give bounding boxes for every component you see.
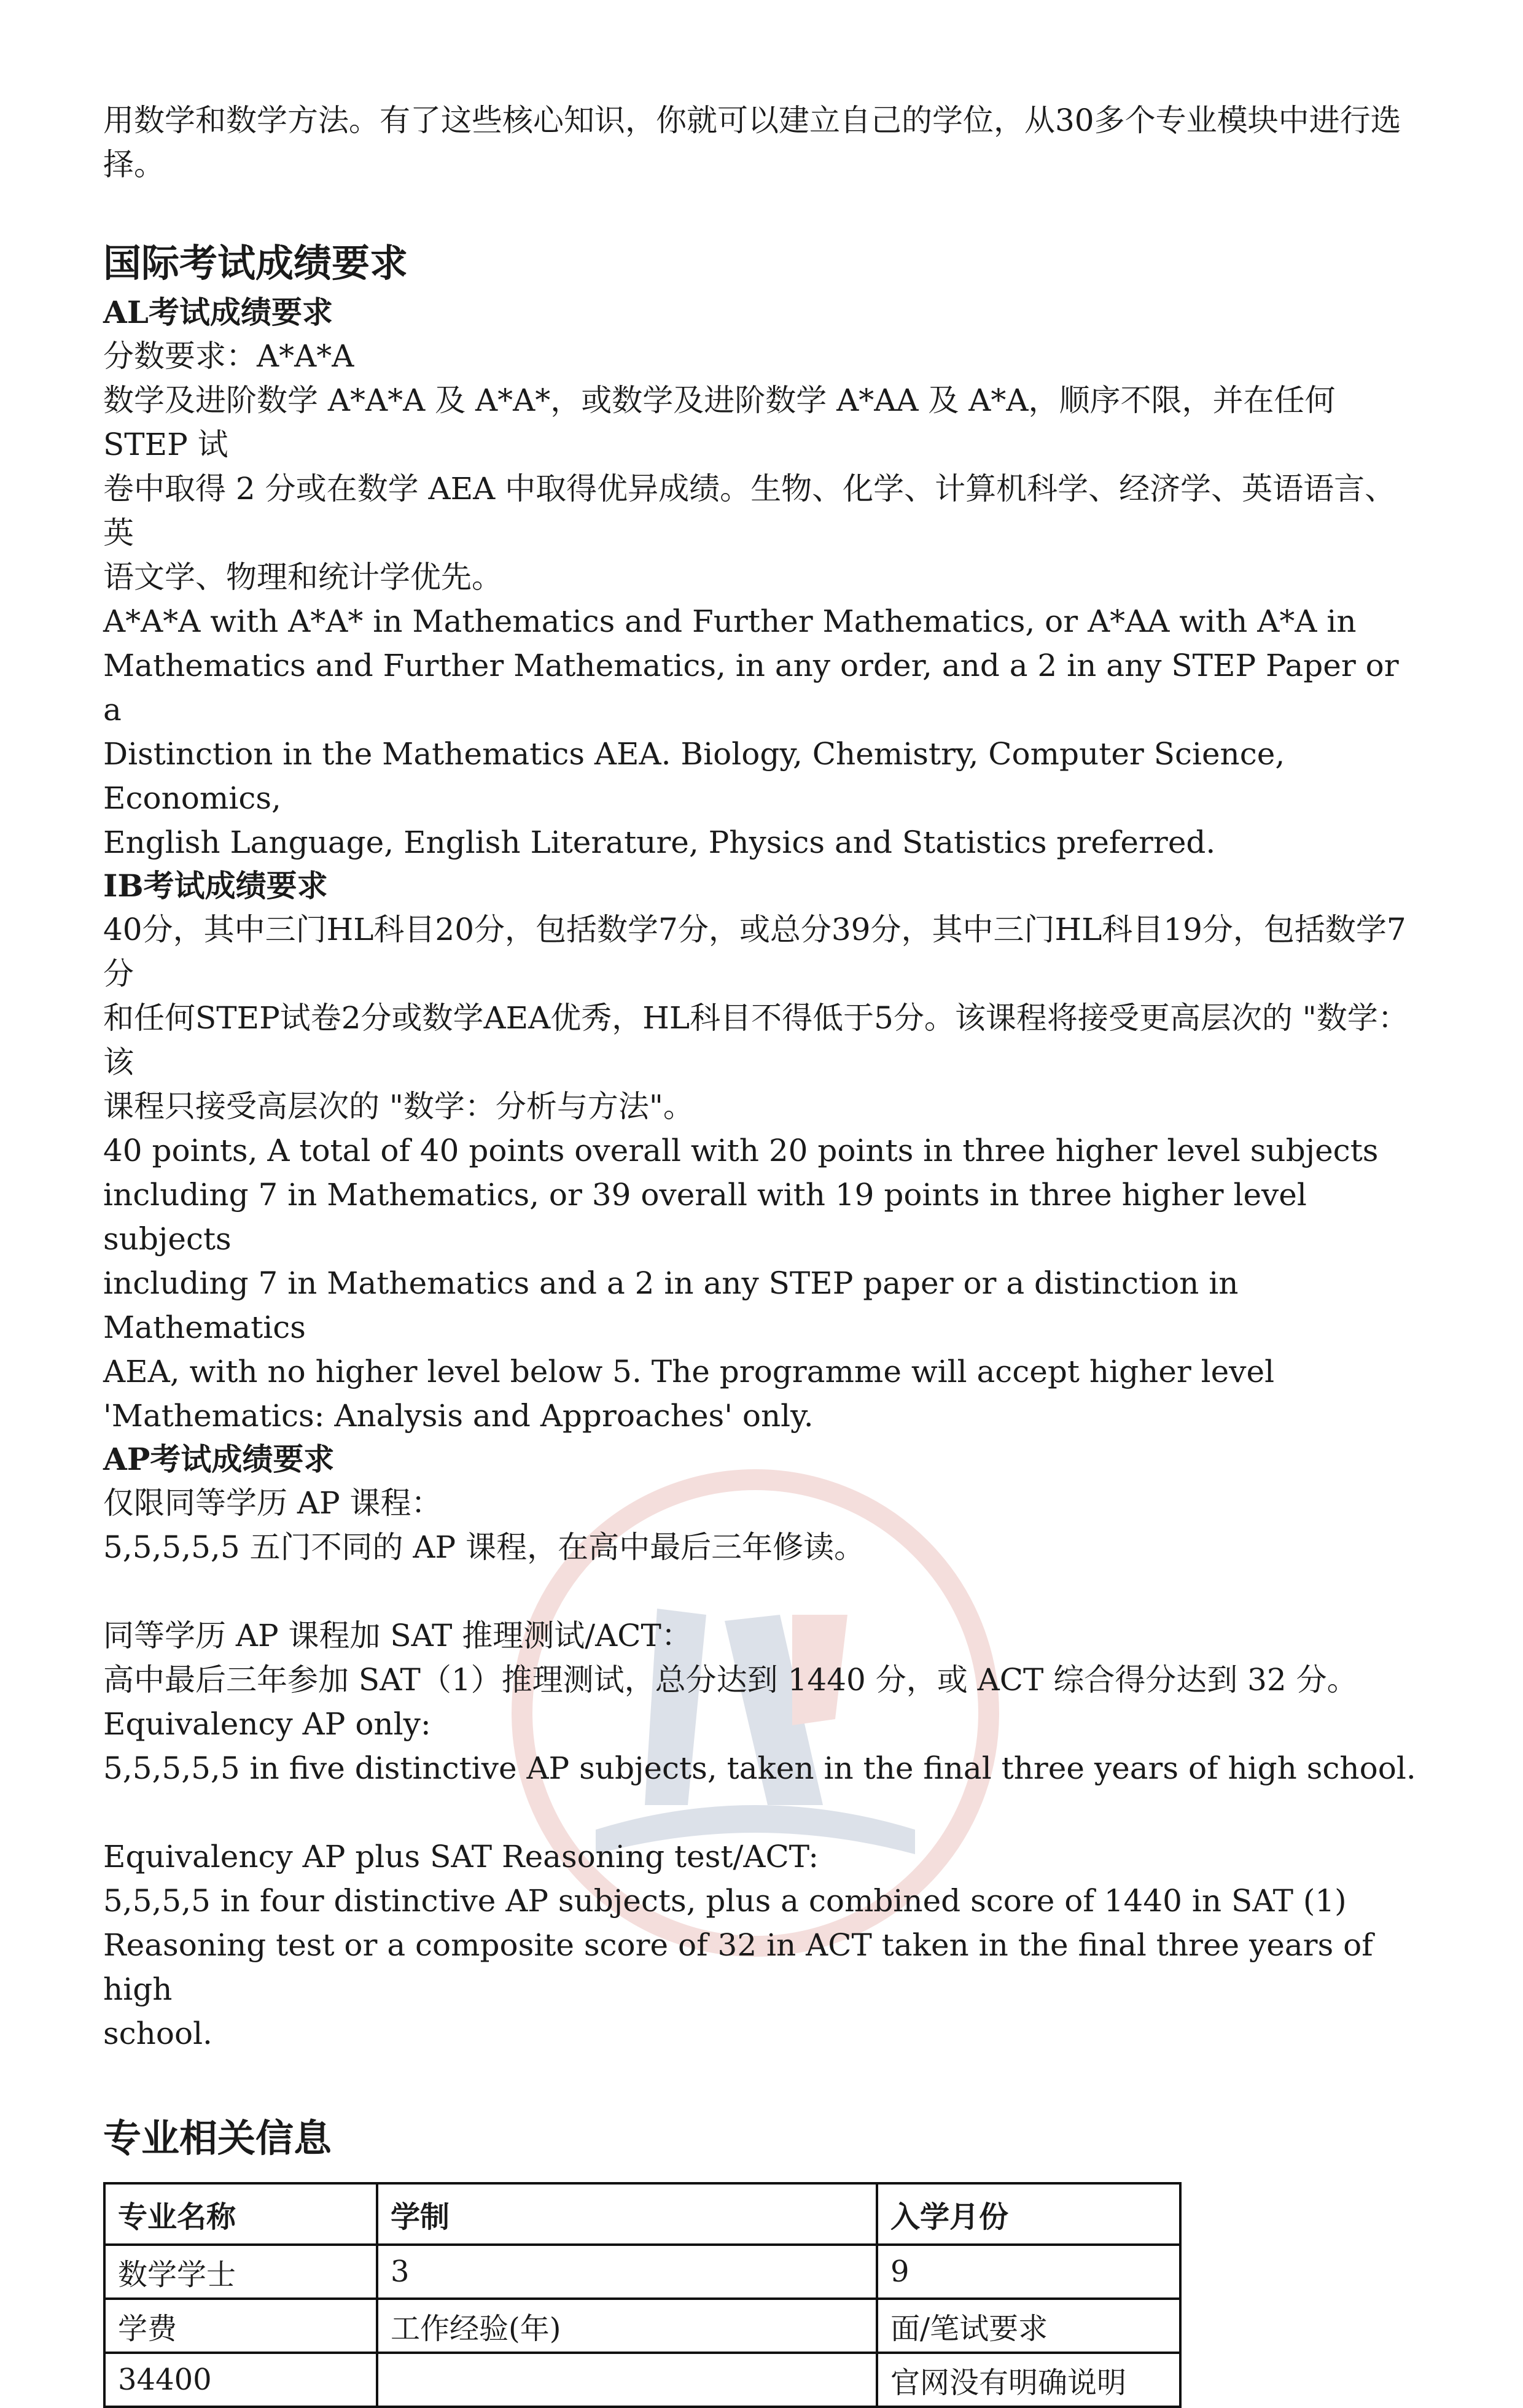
ib-zh-line: 和任何STEP试卷2分或数学AEA优秀，HL科目不得低于5分。该课程将接受更高层次的 "数学：该 bbox=[103, 1000, 1409, 1080]
ap-line: Reasoning test or a composite score of 32 in ACT taken in the final three years of high bbox=[103, 1927, 1373, 2007]
al-en-line: Distinction in the Mathematics AEA. Biology, Chemistry, Computer Science, Economics, bbox=[103, 736, 1285, 816]
ap-line: 仅限同等学历 AP 课程： bbox=[103, 1485, 442, 1521]
ib-zh-line: 40分，其中三门HL科目20分，包括数学7分，或总分39分，其中三门HL科目19分，包括数学7分 bbox=[103, 912, 1406, 992]
ib-en-line: including 7 in Mathematics and a 2 in any STEP paper or a distinction in Mathematics bbox=[103, 1265, 1239, 1345]
ap-line: 5,5,5,5 in four distinctive AP subjects, plus a combined score of 1440 in SAT (1) bbox=[103, 1883, 1347, 1919]
table-cell: 9 bbox=[877, 2245, 1180, 2299]
major-info-table bbox=[103, 2182, 1182, 2408]
table-row bbox=[104, 2245, 1180, 2299]
al-en-line: A*A*A with A*A* in Mathematics and Further Mathematics, or A*AA with A*A in bbox=[103, 604, 1357, 639]
table-header-cell: 专业名称 bbox=[104, 2183, 377, 2245]
al-zh-line: 卷中取得 2 分或在数学 AEA 中取得优异成绩。生物、化学、计算机科学、经济学、英语语言、英 bbox=[103, 471, 1396, 551]
table-row bbox=[104, 2299, 1180, 2353]
al-en-line: English Language, English Literature, Physics and Statistics preferred. bbox=[103, 825, 1216, 860]
al-requirement: 分数要求：A*A*A bbox=[103, 338, 354, 374]
table-cell: 3 bbox=[377, 2245, 877, 2299]
ap-line: Equivalency AP plus SAT Reasoning test/ACT: bbox=[103, 1839, 819, 1874]
table-header-cell: 学制 bbox=[377, 2183, 877, 2245]
ib-en-line: AEA, with no higher level below 5. The programme will accept higher level bbox=[103, 1354, 1275, 1389]
table-cell: 官网没有明确说明 bbox=[877, 2353, 1180, 2407]
table-cell: 34400 bbox=[104, 2353, 377, 2407]
ap-line: 同等学历 AP 课程加 SAT 推理测试/ACT： bbox=[103, 1618, 692, 1653]
ib-en-line: 40 points, A total of 40 points overall with 20 points in three higher level subjects bbox=[103, 1133, 1379, 1168]
intro-line: 择。 bbox=[103, 147, 165, 182]
scores-heading: 国际考试成绩要求 bbox=[103, 241, 408, 285]
document-body bbox=[103, 98, 1424, 2408]
al-zh-line: 语文学、物理和统计学优先。 bbox=[103, 559, 502, 595]
ib-en-line: 'Mathematics: Analysis and Approaches' only. bbox=[103, 1398, 814, 1434]
table-cell: 面/笔试要求 bbox=[877, 2299, 1180, 2353]
table-cell: 学费 bbox=[104, 2299, 377, 2353]
table-header-row bbox=[104, 2183, 1180, 2245]
table-cell: 数学学士 bbox=[104, 2245, 377, 2299]
al-zh-line: 数学及进阶数学 A*A*A 及 A*A*，或数学及进阶数学 A*AA 及 A*A，顺序不限，并在任何 STEP 试 bbox=[103, 383, 1336, 462]
table-cell: 工作经验(年) bbox=[377, 2299, 877, 2353]
ib-zh-line: 课程只接受高层次的 "数学：分析与方法"。 bbox=[103, 1089, 694, 1124]
major-heading: 专业相关信息 bbox=[103, 2116, 332, 2161]
ib-en-line: including 7 in Mathematics, or 39 overall with 19 points in three higher level subjects bbox=[103, 1177, 1307, 1257]
table-header-cell: 入学月份 bbox=[877, 2183, 1180, 2245]
table-cell bbox=[377, 2353, 877, 2407]
ap-line: 5,5,5,5,5 五门不同的 AP 课程，在高中最后三年修读。 bbox=[103, 1529, 865, 1565]
ap-line: Equivalency AP only: bbox=[103, 1706, 431, 1742]
ap-line: 高中最后三年参加 SAT（1）推理测试，总分达到 1440 分，或 ACT 综合得分达到 32 分。 bbox=[103, 1662, 1358, 1698]
ap-line: school. bbox=[103, 2016, 212, 2051]
ib-heading: IB考试成绩要求 bbox=[103, 868, 328, 904]
ap-line: 5,5,5,5,5 in five distinctive AP subjects, taken in the final three years of high school. bbox=[103, 1750, 1416, 1786]
al-heading: AL考试成绩要求 bbox=[103, 294, 333, 330]
table-row bbox=[104, 2353, 1180, 2407]
intro-line: 用数学和数学方法。有了这些核心知识，你就可以建立自己的学位，从30多个专业模块中进行选 bbox=[103, 103, 1401, 138]
ap-heading: AP考试成绩要求 bbox=[103, 1441, 335, 1477]
al-en-line: Mathematics and Further Mathematics, in any order, and a 2 in any STEP Paper or a bbox=[103, 648, 1399, 728]
